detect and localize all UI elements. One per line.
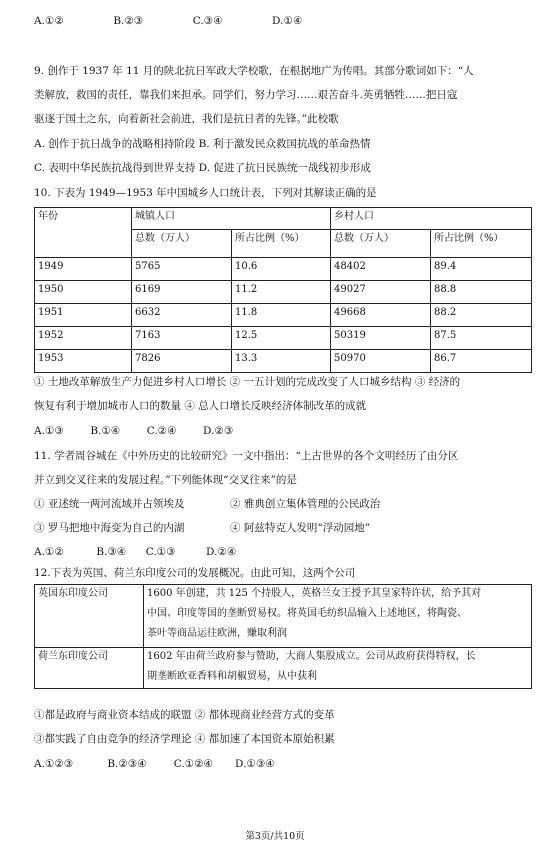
q9-options-line-1: A. 创作于抗日战争的战略相持阶段 B. 利于激发民众救国抗战的革命热情 [34, 138, 371, 150]
q11-stem-line-1: 11. 学者周谷城在《中外历史的比较研究》一文中指出：“上古世界的各个文明经历了由分区 [34, 450, 459, 462]
table-row [35, 281, 532, 304]
cell: 7826 [132, 350, 232, 373]
cell: 50970 [331, 350, 431, 373]
q11-item-3: ③ 罗马把地中海变为自己的内湖 [34, 522, 185, 534]
header-rural: 乡村人口 [331, 208, 532, 230]
desc-line: 1602 年由荷兰政府参与赞助，大商人集股成立。公司从政府获得特权，长 [147, 651, 476, 662]
q12-stem: 12.下表为英国、荷兰东印度公司的发展概况。由此可知，这两个公司 [34, 567, 356, 579]
q11-items-line-1 [34, 497, 522, 511]
option-d: D.②④ [206, 546, 237, 558]
option-c: C.②④ [146, 425, 177, 437]
cell: 10.6 [232, 258, 331, 281]
cell: 1949 [35, 258, 132, 281]
cell: 87.5 [431, 327, 532, 350]
option-a: A.①③ [34, 425, 64, 437]
q10-stem: 10. 下表为 1949—1953 年中国城乡人口统计表，下列对其解读正确的是 [34, 187, 377, 199]
option-d: D.①③④ [235, 758, 275, 770]
cell: 11.8 [232, 304, 331, 327]
cell: 88.2 [431, 304, 532, 327]
q11-items-line-2 [34, 521, 522, 535]
option-a: A.①② [34, 546, 64, 558]
cell: 11.2 [232, 281, 331, 304]
cell: 1953 [35, 350, 132, 373]
q10-items-line-2: 恢复有利于增加城市人口的数量 ④ 总人口增长反映经济体制改革的成就 [34, 400, 367, 412]
option-c: C.③④ [192, 15, 223, 27]
cell: 89.4 [431, 258, 532, 281]
q10-options [34, 424, 522, 438]
header-urban: 城镇人口 [132, 208, 331, 230]
option-b: B.①④ [90, 425, 121, 437]
cell: 49668 [331, 304, 431, 327]
header-rural-total: 总数（万人） [331, 230, 431, 258]
option-a: A.①② [34, 15, 64, 27]
header-rural-ratio: 所占比例（%） [431, 230, 532, 258]
cell: 1952 [35, 327, 132, 350]
table-row [35, 648, 532, 689]
option-a: A.①②③ [34, 758, 74, 770]
q11-options [34, 545, 522, 559]
option-b: B.②③ [113, 15, 144, 27]
company-table [34, 584, 532, 689]
cell: 7163 [132, 327, 232, 350]
company-desc-british [144, 585, 532, 648]
q11-item-2: ② 雅典创立集体管理的公民政治 [230, 498, 381, 510]
q9-options-line-2: C. 表明中华民族抗战得到世界支持 D. 促进了抗日民族统一战线初步形成 [34, 162, 371, 174]
company-desc-dutch [144, 648, 532, 689]
cell: 48402 [331, 258, 431, 281]
desc-line: 茶叶等商品运往欧洲，赚取利润 [147, 628, 287, 639]
q12-options [34, 757, 522, 771]
q9-stem-line-3: 驱逐于国土之东，向着新社会前进，我们是抗日者的先锋。”此校歌 [34, 113, 339, 125]
q12-items-line-2: ③都实践了自由竞争的经济学理论 ④ 都加速了本国资本原始积累 [34, 733, 335, 745]
header-year: 年份 [35, 208, 132, 258]
q11-item-4: ④ 阿兹特克人发明“浮动园地” [230, 522, 371, 534]
cell: 5765 [132, 258, 232, 281]
page-number: 第3页/共10页 [245, 831, 305, 842]
q11-item-1: ① 亚述统一两河流域并占领埃及 [34, 498, 185, 510]
cell: 1950 [35, 281, 132, 304]
q10-items-line-1: ① 土地改革解放生产力促进乡村人口增长 ② 一五计划的完成改变了人口城乡结构 ③ 经济的 [34, 376, 461, 388]
company-name-british: 英国东印度公司 [35, 585, 144, 648]
table-row [35, 304, 532, 327]
desc-line: 期垄断欧亚香料和胡椒贸易，从中获利 [147, 671, 317, 682]
q12-items-line-1: ①都是政府与商业资本结成的联盟 ② 都体现商业经营方式的变革 [34, 709, 335, 721]
cell: 88.8 [431, 281, 532, 304]
cell: 50319 [331, 327, 431, 350]
desc-line: 1600 年创建，共 125 个持股人，英格兰女王授予其皇家特许状，给予其对 [147, 588, 482, 599]
option-b: B.②③④ [107, 758, 147, 770]
header-urban-total: 总数（万人） [132, 230, 232, 258]
option-d: D.②③ [203, 425, 234, 437]
cell: 86.7 [431, 350, 532, 373]
header-urban-ratio: 所占比例（%） [232, 230, 331, 258]
table-row [35, 350, 532, 373]
cell: 6169 [132, 281, 232, 304]
q9-stem-line-2: 类解放，救国的责任，靠我们来担承。同学们，努力学习……艰苦奋斗.英勇牺牲……把日寇 [34, 89, 458, 101]
cell: 12.5 [232, 327, 331, 350]
option-c: C.①③ [145, 546, 176, 558]
table-row [35, 585, 532, 648]
option-d: D.①④ [272, 15, 303, 27]
desc-line: 中国、印度等国的垄断贸易权。将英国毛纺织品输入上述地区，将陶瓷、 [147, 608, 467, 619]
population-table [34, 207, 532, 373]
company-name-dutch: 荷兰东印度公司 [35, 648, 144, 689]
q11-stem-line-2: 并立到交叉往来的发展过程。”下列能体现“交叉往来”的是 [34, 474, 297, 486]
cell: 1951 [35, 304, 132, 327]
cell: 6632 [132, 304, 232, 327]
option-c: C.①②④ [173, 758, 213, 770]
prev-question-options [34, 14, 522, 28]
cell: 13.3 [232, 350, 331, 373]
cell: 49027 [331, 281, 431, 304]
table-row [35, 327, 532, 350]
q9-stem-line-1: 9. 创作于 1937 年 11 月的陕北抗日军政大学校歌，在根据地广为传唱。其部分歌词如下：“人 [34, 65, 474, 77]
table-row [35, 258, 532, 281]
option-b: B.③④ [96, 546, 127, 558]
